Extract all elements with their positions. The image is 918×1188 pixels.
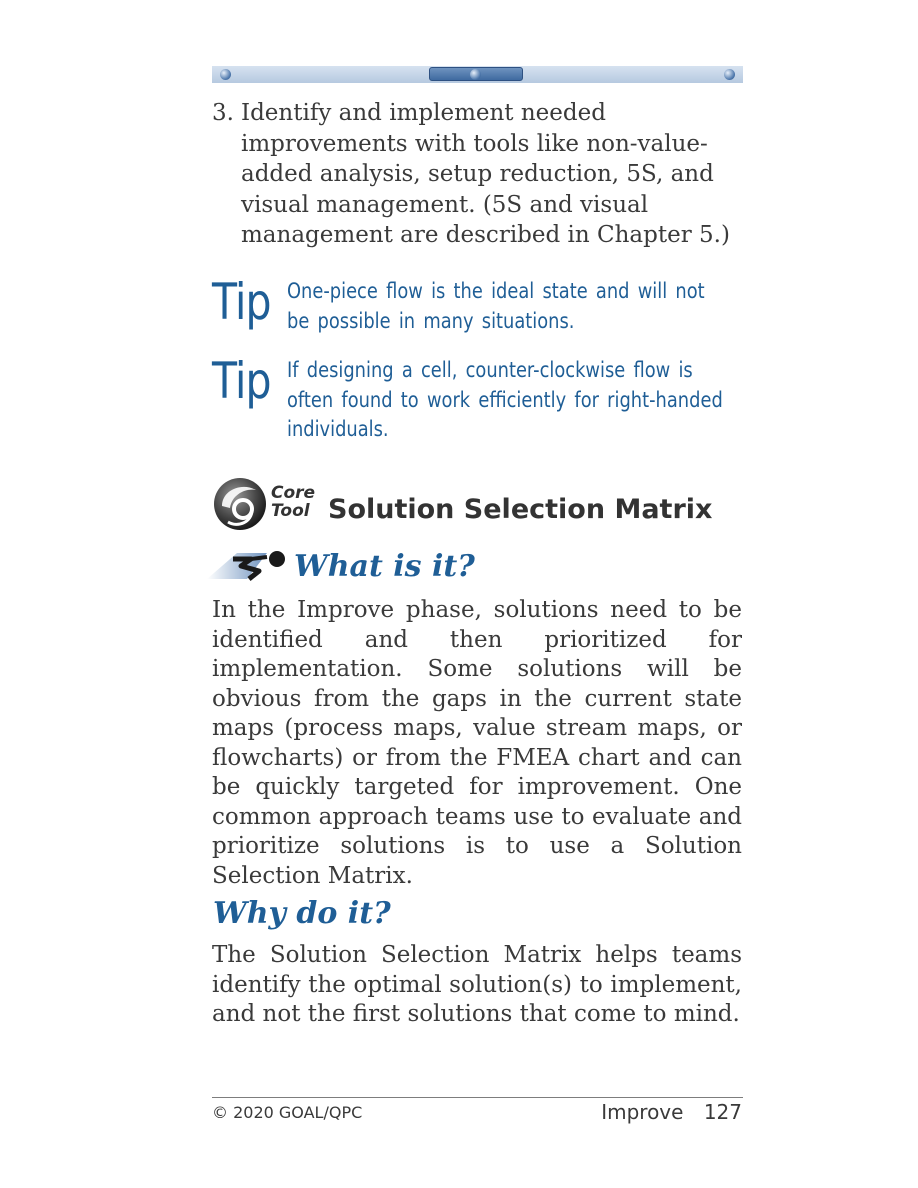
core-tool-icon xyxy=(212,476,270,532)
numbered-step xyxy=(212,98,742,251)
tip-label: Tip xyxy=(212,273,271,331)
bead-icon xyxy=(724,69,735,80)
tip-text: One-piece flow is the ideal state and will not be possible in many situations. xyxy=(287,279,705,333)
header-slider xyxy=(429,67,523,81)
why-do-it-paragraph: The Solution Selection Matrix helps teams identify the optimal solution(s) to implement, and not the first solutions that come to mind. xyxy=(212,942,742,1027)
what-is-it-paragraph: In the Improve phase, solutions need to be identified and then prioritized for implementation. Some solutions will be obvious from the gaps in the current state maps (process maps, value stream maps, or flowcharts) or from the FMEA chart and can be quickly targeted for improvement. One common approach teams use to evaluate and prioritize solutions is to use a Solution Selection Matrix. xyxy=(212,597,742,889)
header-decoration-bar xyxy=(212,66,743,83)
page-number: 127 xyxy=(703,1100,742,1124)
bead-icon xyxy=(220,69,231,80)
footer-divider xyxy=(212,1097,743,1098)
what-is-it-heading: What is it? xyxy=(294,549,475,584)
footer-section: Improve xyxy=(601,1100,684,1124)
core-label-line1: Core xyxy=(271,483,316,503)
tip-label: Tip xyxy=(212,352,271,410)
runner-icon xyxy=(207,549,289,583)
why-do-it-heading: Why do it? xyxy=(213,896,391,931)
bead-icon xyxy=(470,69,481,80)
section-title: Solution Selection Matrix xyxy=(328,494,713,525)
footer-page-info xyxy=(601,1100,742,1124)
core-label-line2: Tool xyxy=(271,501,310,521)
step-text: Identify and implement needed improvements with tools like non-value-added analysis, setup reduction, 5S, and visual management. (5S and visual management are described in Chapter 5.) xyxy=(241,100,730,248)
tip-text: If designing a cell, counter-clockwise flow is often found to work efficiently for right-handed individuals. xyxy=(287,358,723,441)
core-tool-label xyxy=(271,484,315,520)
footer-copyright: © 2020 GOAL/QPC xyxy=(212,1103,363,1122)
step-number: 3. xyxy=(212,100,234,126)
